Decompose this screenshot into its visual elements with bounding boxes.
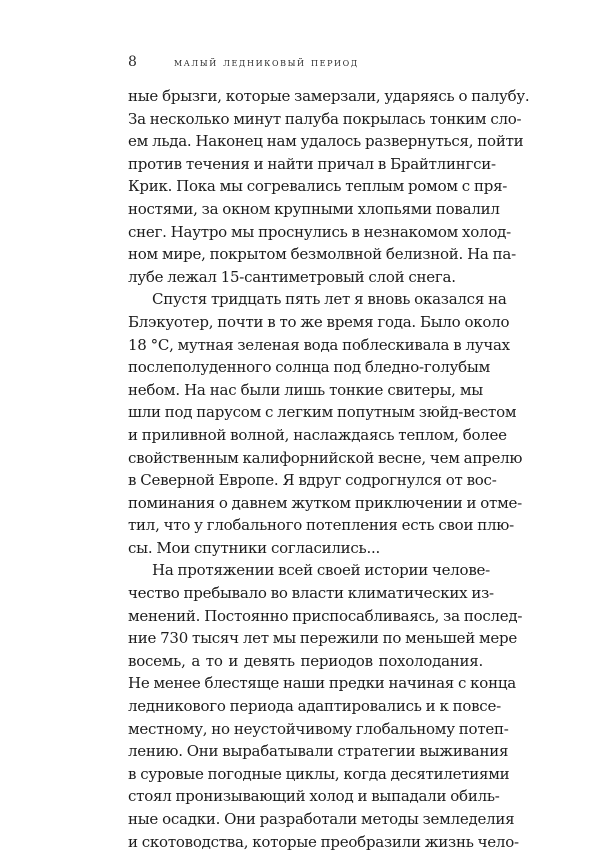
text-line: шли под парусом с легким попутным зюйд-вестом — [128, 403, 517, 422]
text-line: в Северной Европе. Я вдруг содрогнулся от вос- — [128, 471, 497, 490]
text-line: ные осадки. Они разработали методы земледелия — [128, 810, 515, 828]
text-line: ностями, за окном крупными хлопьями повалил — [128, 199, 500, 218]
text-line: местному, но неустойчивому глобальному потеп- — [128, 719, 509, 738]
text-line: ном мире, покрытом безмолвной белизной. На па- — [128, 245, 516, 264]
text-line: и приливной волной, наслаждаясь теплом, более — [128, 425, 507, 444]
text-line: в суровые погодные циклы, когда десятилетиями — [128, 764, 510, 783]
running-head — [128, 54, 488, 74]
text-line: восемь, а то и девять периодов похолодания. — [128, 651, 483, 670]
text-line: Спустя тридцать пять лет я вновь оказался на — [152, 290, 507, 309]
text-line: свойственным калифорнийской весне, чем апрелю — [128, 448, 523, 467]
page-number: 8 — [128, 54, 137, 70]
body-text — [128, 85, 530, 853]
text-line: На протяжении всей своей истории челове- — [152, 561, 490, 580]
text-line: Блэкуотер, почти в то же время года. Было около — [128, 312, 510, 331]
running-title: малый ледниковый период — [174, 55, 359, 69]
text-line: небом. На нас были лишь тонкие свитеры, мы — [128, 380, 483, 399]
text-line: ние 730 тысяч лет мы пережили по меньшей мере — [128, 629, 517, 648]
text-line: менений. Постоянно приспосабливаясь, за послед- — [128, 606, 523, 625]
text-line: против течения и найти причал в Брайтлингси- — [128, 154, 496, 173]
text-line: тил, что у глобального потепления есть свои плю- — [128, 516, 514, 535]
text-line: ледникового периода адаптировались и к повсе- — [128, 697, 501, 716]
text-line: лубе лежал 15-сантиметровый слой снега. — [128, 267, 456, 286]
text-line: лению. Они вырабатывали стратегии выживания — [128, 742, 509, 761]
paragraph-2 — [128, 288, 523, 559]
text-line: ные брызги, которые замерзали, ударяясь о палубу. — [128, 87, 530, 105]
text-line: послеполуденного солнца под бледно-голубым — [128, 358, 491, 377]
text-line: снег. Наутро мы проснулись в незнакомом холод- — [128, 222, 511, 241]
text-line: чество пребывало во власти климатических из- — [128, 584, 494, 603]
text-line: За несколько минут палуба покрылась тонким сло- — [128, 109, 522, 128]
paragraph-1 — [128, 85, 530, 288]
text-line: Не менее блестяще наши предки начиная с конца — [128, 674, 516, 693]
paragraph-3 — [128, 559, 523, 853]
text-line: ем льда. Наконец нам удалось развернуться, пойти — [128, 132, 524, 151]
text-line: сы. Мои спутники согласились... — [128, 538, 380, 557]
text-line: Крик. Пока мы согревались теплым ромом с пря- — [128, 177, 508, 196]
text-line: и скотоводства, которые преобразили жизнь чело- — [128, 832, 519, 851]
text-line: 18 °С, мутная зеленая вода поблескивала в лучах — [128, 335, 510, 354]
text-line: поминания о давнем жутком приключении и отме- — [128, 493, 522, 512]
text-line: стоял пронизывающий холод и выпадали обиль- — [128, 787, 500, 806]
